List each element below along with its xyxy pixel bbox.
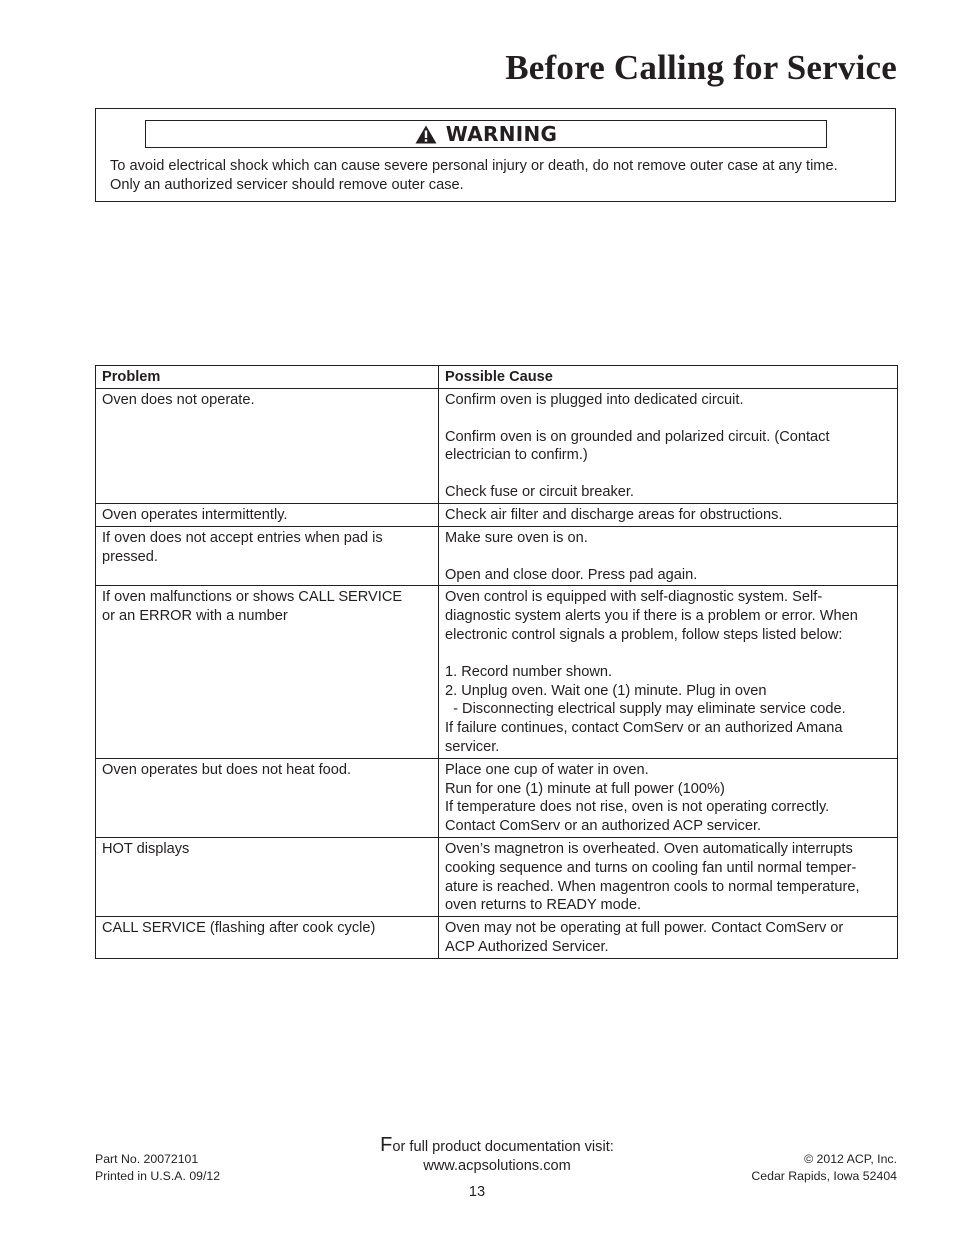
table-row: [96, 917, 898, 959]
troubleshooting-table: [95, 365, 898, 959]
cause-line: Oven’s magnetron is overheated. Oven automatically interrupts: [445, 840, 853, 857]
documentation-first-letter: F: [380, 1134, 393, 1156]
cause-line: electronic control signals a problem, follow steps listed below:: [445, 626, 843, 643]
table-row: [96, 586, 898, 758]
problem-cell: [96, 837, 439, 916]
warning-line: Only an authorized servicer should remove outer case.: [110, 177, 464, 193]
cause-line: Place one cup of water in oven.: [445, 761, 649, 778]
warning-line: To avoid electrical shock which can cause severe personal injury or death, do not remove outer case at any time.: [110, 158, 838, 174]
cause-line: ature is reached. When magentron cools to normal temperature,: [445, 878, 860, 895]
table-row: [96, 503, 898, 526]
possible-cause-cell: [439, 503, 898, 526]
documentation-url: www.acpsolutions.com: [423, 1158, 571, 1174]
problem-cell: [96, 758, 439, 837]
paragraph-gap: [445, 548, 891, 566]
problem-cell: [96, 917, 439, 959]
footer-company-info: [751, 1151, 897, 1184]
copyright: © 2012 ACP, Inc.: [804, 1152, 897, 1166]
possible-cause-cell: [439, 586, 898, 758]
company-location: Cedar Rapids, Iowa 52404: [751, 1168, 897, 1183]
paragraph-gap: [445, 465, 891, 483]
problem-line: or an ERROR with a number: [102, 608, 288, 625]
cause-line: electrician to confirm.): [445, 447, 588, 464]
problem-cell: [96, 586, 439, 758]
cause-line: Open and close door. Press pad again.: [445, 566, 698, 583]
warning-box: [95, 108, 896, 202]
problem-line: HOT displays: [102, 840, 190, 857]
documentation-note: [372, 1136, 622, 1157]
warning-label: WARNING: [445, 122, 558, 146]
cause-line: Oven may not be operating at full power. Contact ComServ or: [445, 920, 844, 937]
possible-cause-cell: [439, 526, 898, 586]
paragraph-gap: [445, 645, 891, 663]
cause-line: 2. Unplug oven. Wait one (1) minute. Plug in oven: [445, 682, 767, 699]
cause-line: - Disconnecting electrical supply may eliminate service code.: [445, 701, 846, 718]
cause-line: diagnostic system alerts you if there is a problem or error. When: [445, 608, 858, 625]
possible-cause-cell: [439, 388, 898, 503]
cause-line: Check air filter and discharge areas for obstructions.: [445, 506, 783, 523]
cause-line: Confirm oven is on grounded and polarized circuit. (Contact: [445, 428, 830, 445]
cause-line: Run for one (1) minute at full power (100%): [445, 780, 725, 797]
footer-documentation: [372, 1136, 622, 1176]
problem-line: Oven operates intermittently.: [102, 506, 288, 523]
problem-line: pressed.: [102, 548, 158, 565]
table-row: [96, 526, 898, 586]
problem-line: If oven malfunctions or shows CALL SERVICE: [102, 589, 403, 606]
cause-line: Contact ComServ or an authorized ACP servicer.: [445, 818, 762, 835]
print-info: Printed in U.S.A. 09/12: [95, 1168, 221, 1183]
problem-cell: [96, 388, 439, 503]
problem-line: Oven does not operate.: [102, 391, 255, 408]
problem-cell: [96, 526, 439, 586]
table-row: [96, 388, 898, 503]
cause-line: servicer.: [445, 738, 500, 755]
table-header-row: [96, 366, 898, 389]
cause-line: 1. Record number shown.: [445, 663, 613, 680]
possible-cause-cell: [439, 758, 898, 837]
table-row: [96, 758, 898, 837]
possible-cause-cell: [439, 837, 898, 916]
footer-part-info: [95, 1151, 220, 1184]
warning-triangle-icon: [415, 125, 437, 144]
page-title: Before Calling for Service: [505, 48, 897, 87]
page-number: 13: [468, 1184, 486, 1200]
documentation-text: or full product documentation visit:: [392, 1139, 614, 1155]
cause-line: Oven control is equipped with self-diagnostic system. Self-: [445, 589, 823, 606]
cause-line: ACP Authorized Servicer.: [445, 938, 609, 955]
problem-cell: [96, 503, 439, 526]
table-row: [96, 837, 898, 916]
cause-line: Confirm oven is plugged into dedicated circuit.: [445, 391, 744, 408]
problem-line: CALL SERVICE (flashing after cook cycle): [102, 920, 376, 937]
warning-text: [110, 157, 890, 195]
cause-line: If failure continues, contact ComServ or an authorized Amana: [445, 720, 843, 737]
cause-line: cooking sequence and turns on cooling fan until normal temper-: [445, 859, 857, 876]
column-header-possible-cause: Possible Cause: [439, 366, 898, 389]
column-header-problem: Problem: [96, 366, 439, 389]
possible-cause-cell: [439, 917, 898, 959]
cause-line: If temperature does not rise, oven is not operating correctly.: [445, 799, 830, 816]
problem-line: If oven does not accept entries when pad is: [102, 529, 383, 546]
warning-header: [145, 120, 827, 148]
cause-line: Make sure oven is on.: [445, 529, 588, 546]
cause-line: oven returns to READY mode.: [445, 897, 642, 914]
paragraph-gap: [445, 410, 891, 428]
problem-line: Oven operates but does not heat food.: [102, 761, 352, 778]
cause-line: Check fuse or circuit breaker.: [445, 484, 634, 501]
part-number: Part No. 20072101: [95, 1152, 199, 1166]
